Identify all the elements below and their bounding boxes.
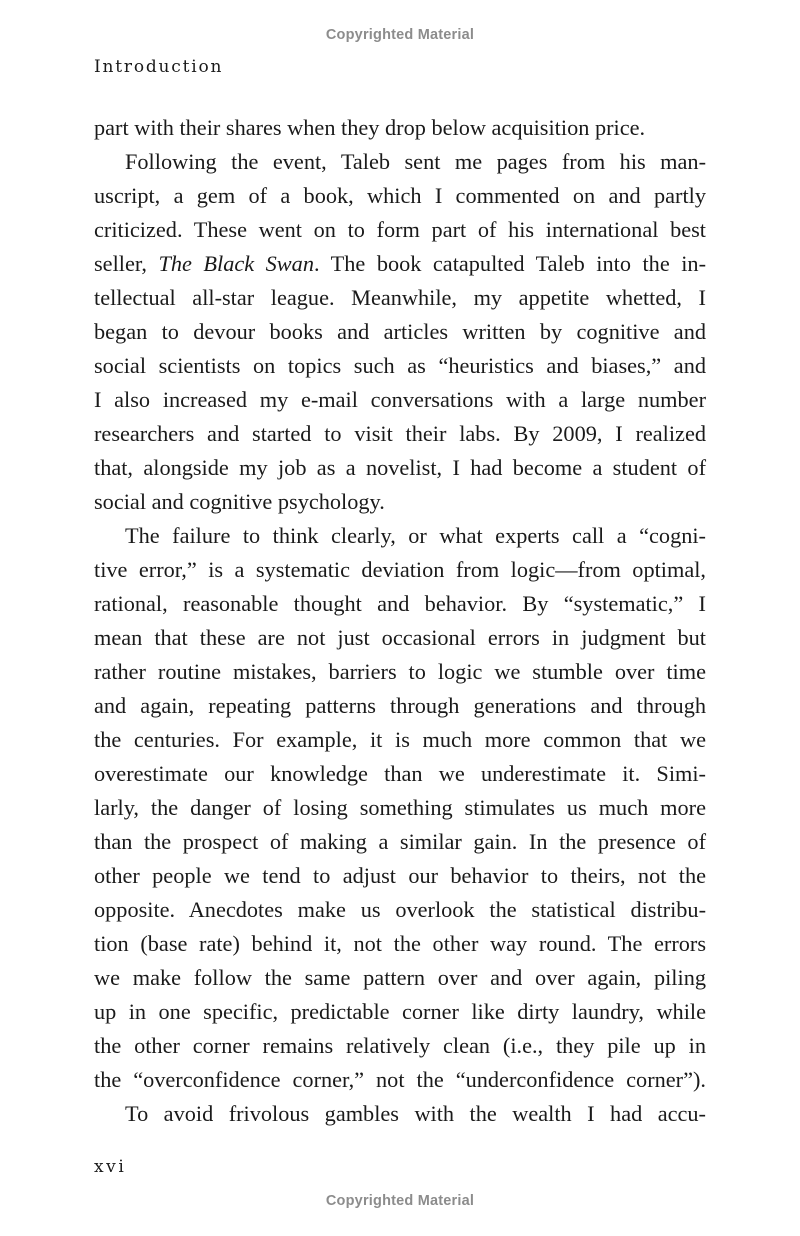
- body-text: [94, 111, 706, 1131]
- page-number: xvi: [94, 1157, 127, 1177]
- text-line: criticized. These went on to form part of his international best: [94, 217, 706, 242]
- text-line: overestimate our knowledge than we underestimate it. Simi-: [94, 761, 706, 786]
- running-head: Introduction: [94, 57, 224, 77]
- text-line: rational, reasonable thought and behavior. By “systematic,” I: [94, 591, 706, 616]
- text-line: social and cognitive psychology.: [94, 489, 385, 514]
- text-line: social scientists on topics such as “heuristics and biases,” and: [94, 353, 706, 378]
- text-line: mean that these are not just occasional errors in judgment but: [94, 625, 706, 650]
- text-line: [94, 247, 706, 281]
- text-line: the “overconfidence corner,” not the “underconfidence corner”).: [94, 1067, 706, 1092]
- text-line: Following the event, Taleb sent me pages from his man-: [125, 149, 706, 174]
- copyright-watermark-top: Copyrighted Material: [325, 27, 475, 43]
- text-line: tellectual all-star league. Meanwhile, my appetite whetted, I: [94, 285, 706, 310]
- text-line: other people we tend to adjust our behavior to theirs, not the: [94, 863, 706, 888]
- text-line: the other corner remains relatively clean (i.e., they pile up in: [94, 1033, 706, 1058]
- text-line: tive error,” is a systematic deviation from logic—from optimal,: [94, 557, 706, 582]
- text-line: we make follow the same pattern over and over again, piling: [94, 965, 706, 990]
- text-line: than the prospect of making a similar gain. In the presence of: [94, 829, 706, 854]
- text-line: opposite. Anecdotes make us overlook the statistical distribu-: [94, 897, 706, 922]
- text-line: rather routine mistakes, barriers to logic we stumble over time: [94, 659, 706, 684]
- text-line: up in one specific, predictable corner like dirty laundry, while: [94, 999, 706, 1024]
- text-segment: . The book catapulted Taleb into the in-: [313, 251, 706, 276]
- copyright-watermark-bottom: Copyrighted Material: [325, 1193, 475, 1209]
- text-line: To avoid frivolous gambles with the wealth I had accu-: [125, 1101, 706, 1126]
- text-line: uscript, a gem of a book, which I commented on and partly: [94, 183, 706, 208]
- book-title-italic: The Black Swan: [158, 251, 314, 276]
- text-line: that, alongside my job as a novelist, I had become a student of: [94, 455, 706, 480]
- text-segment: seller,: [94, 251, 159, 276]
- text-line: The failure to think clearly, or what experts call a “cogni-: [125, 523, 706, 548]
- text-line: larly, the danger of losing something stimulates us much more: [94, 795, 706, 820]
- text-line: researchers and started to visit their labs. By 2009, I realized: [94, 421, 706, 446]
- text-line: the centuries. For example, it is much more common that we: [94, 727, 706, 752]
- text-line: began to devour books and articles written by cognitive and: [94, 319, 706, 344]
- text-line: and again, repeating patterns through generations and through: [94, 693, 706, 718]
- text-line: tion (base rate) behind it, not the other way round. The errors: [94, 931, 706, 956]
- text-line: I also increased my e-mail conversations with a large number: [94, 387, 706, 412]
- text-line: part with their shares when they drop below acquisition price.: [94, 115, 646, 140]
